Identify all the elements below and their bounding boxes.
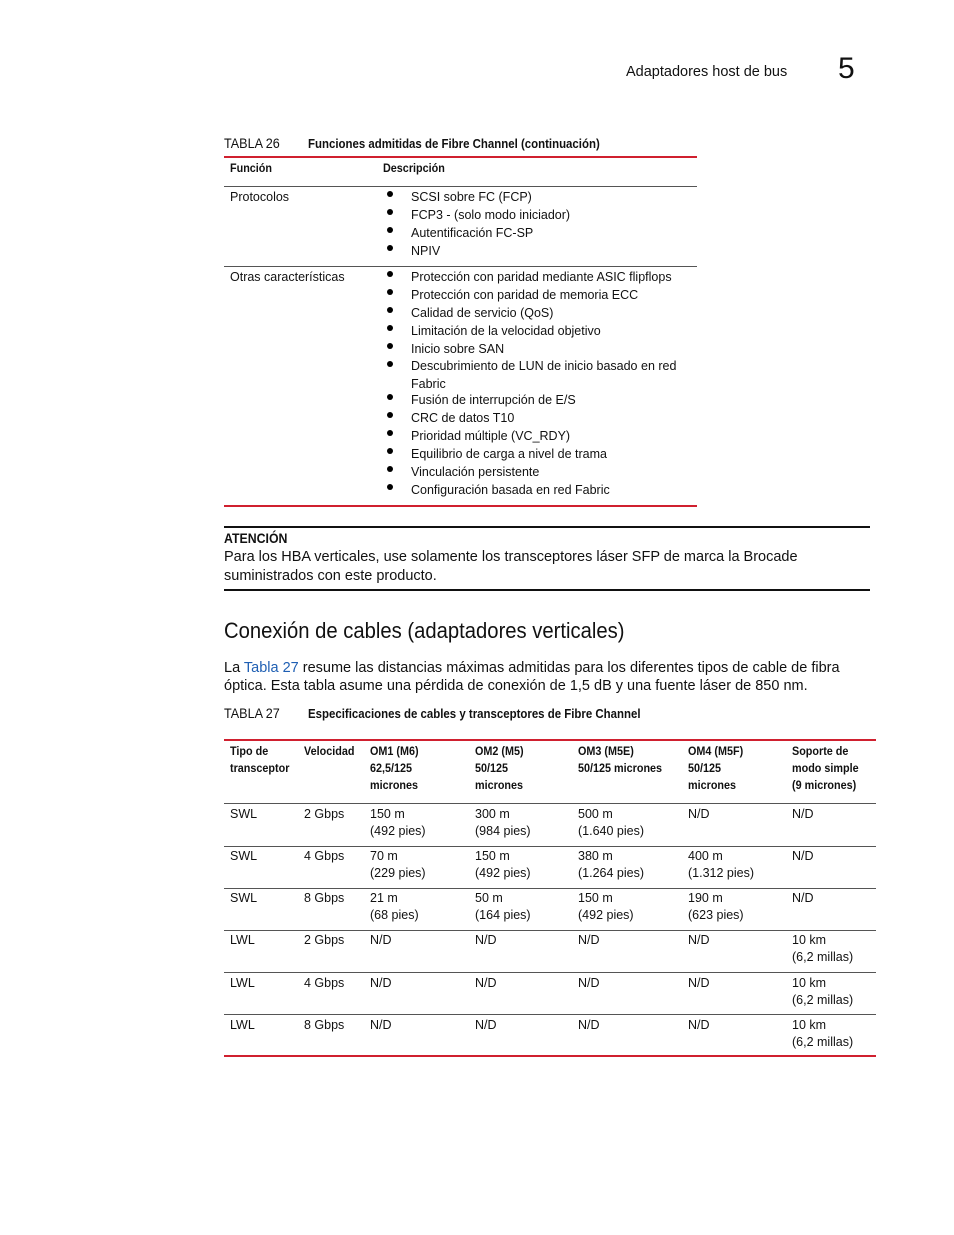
cell-line: SWL bbox=[230, 849, 258, 863]
table27-header-cell bbox=[578, 743, 662, 777]
list-item-continuation: Fabric bbox=[411, 377, 446, 391]
table-cell bbox=[304, 806, 344, 823]
table26-row-funcion: Protocolos bbox=[230, 190, 290, 204]
cell-line: 300 m bbox=[475, 807, 510, 821]
cell-line: 2 Gbps bbox=[304, 933, 345, 947]
table-cell bbox=[688, 932, 710, 949]
cell-line: N/D bbox=[688, 933, 710, 947]
table27-header-line: modo simple bbox=[792, 761, 859, 775]
table-cell bbox=[578, 932, 600, 949]
table-cell bbox=[792, 848, 814, 865]
list-item: Calidad de servicio (QoS) bbox=[384, 304, 676, 322]
table27-header-line: OM2 (M5) bbox=[475, 744, 524, 758]
cell-line: N/D bbox=[688, 807, 710, 821]
chapter-number: 5 bbox=[838, 52, 855, 85]
table-cell bbox=[475, 1017, 497, 1034]
table-cell bbox=[578, 1017, 600, 1034]
table-cell bbox=[370, 932, 392, 949]
table27-row-rule bbox=[224, 846, 876, 847]
cell-line: N/D bbox=[578, 976, 600, 990]
table-cell bbox=[578, 975, 600, 992]
table27-header-cell bbox=[370, 743, 419, 794]
list-item: Configuración basada en red Fabric bbox=[384, 481, 610, 499]
cell-line: (492 pies) bbox=[475, 866, 531, 880]
table-cell bbox=[230, 806, 257, 823]
list-item: SCSI sobre FC (FCP) bbox=[384, 188, 570, 206]
cell-line: 500 m bbox=[578, 807, 613, 821]
list-item: Limitación de la velocidad objetivo bbox=[384, 322, 676, 340]
list-item: Equilibrio de carga a nivel de trama bbox=[384, 445, 610, 463]
table-cell bbox=[304, 848, 344, 865]
table-cell bbox=[304, 1017, 344, 1034]
cell-line: 190 m bbox=[688, 891, 723, 905]
table-cell bbox=[578, 848, 644, 882]
table-cell bbox=[230, 932, 255, 949]
attention-label: ATENCIÓN bbox=[224, 530, 288, 546]
table27-header-line: micrones bbox=[475, 778, 524, 792]
cell-line: N/D bbox=[688, 1018, 710, 1032]
cell-line: 21 m bbox=[370, 891, 398, 905]
table27-header-line: OM3 (M5E) bbox=[578, 744, 634, 758]
cell-line: N/D bbox=[475, 976, 497, 990]
table-cell bbox=[370, 1017, 392, 1034]
table27-header-line: Tipo de bbox=[230, 744, 269, 758]
cell-line: N/D bbox=[475, 933, 497, 947]
table-cell bbox=[304, 890, 344, 907]
table27-header-line: Velocidad bbox=[304, 744, 355, 758]
table-cell bbox=[792, 975, 853, 1009]
cell-line: 4 Gbps bbox=[304, 849, 345, 863]
cell-line: N/D bbox=[370, 976, 392, 990]
table27-header-line: 50/125 micrones bbox=[578, 761, 663, 775]
cell-line: N/D bbox=[370, 933, 392, 947]
cell-line: N/D bbox=[475, 1018, 497, 1032]
cell-line: (1.312 pies) bbox=[688, 866, 755, 880]
cell-line: (164 pies) bbox=[475, 908, 531, 922]
cell-line: (6,2 millas) bbox=[792, 950, 854, 964]
section-title: Conexión de cables (adaptadores verticales) bbox=[224, 618, 625, 643]
list-item: Protección con paridad mediante ASIC flipflops bbox=[384, 268, 676, 286]
cell-line: N/D bbox=[792, 891, 814, 905]
list-item: Vinculación persistente bbox=[384, 463, 610, 481]
list-item: NPIV bbox=[384, 242, 570, 260]
list-item: Descubrimiento de LUN de inicio basado en red bbox=[384, 358, 676, 375]
table-cell bbox=[230, 1017, 255, 1034]
list-item: Inicio sobre SAN bbox=[384, 340, 676, 358]
table27-header-cell bbox=[475, 743, 524, 794]
table-cell bbox=[792, 806, 814, 823]
cell-line: LWL bbox=[230, 933, 255, 947]
table-cell bbox=[688, 890, 744, 924]
table27-header-line: 50/125 bbox=[688, 761, 722, 775]
cell-line: 10 km bbox=[792, 933, 827, 947]
cell-line: 150 m bbox=[578, 891, 613, 905]
table-cell bbox=[688, 975, 710, 992]
paragraph-text: La bbox=[224, 660, 244, 676]
table27-header-line: micrones bbox=[370, 778, 419, 792]
table27-header-line: OM1 (M6) bbox=[370, 744, 419, 758]
cell-line: LWL bbox=[230, 976, 255, 990]
table-cell bbox=[370, 890, 419, 924]
table27-header-line: 50/125 bbox=[475, 761, 509, 775]
cell-line: SWL bbox=[230, 807, 258, 821]
cell-line: (984 pies) bbox=[475, 824, 531, 838]
attention-text-line1: Para los HBA verticales, use solamente los transceptores láser SFP de marca la Brocade bbox=[224, 549, 798, 565]
table27-header-line: (9 micrones) bbox=[792, 778, 857, 792]
table-cell bbox=[475, 890, 531, 924]
list-item: Autentificación FC-SP bbox=[384, 224, 570, 242]
list-item: Fusión de interrupción de E/S bbox=[384, 391, 610, 409]
table27-header-line: transceptor bbox=[230, 761, 290, 775]
table26-caption-number: TABLA 26 bbox=[224, 135, 280, 151]
cell-line: (6,2 millas) bbox=[792, 993, 854, 1007]
table-cell bbox=[688, 1017, 710, 1034]
table27-row-rule bbox=[224, 972, 876, 973]
table-cell bbox=[792, 890, 814, 907]
cell-line: (1.264 pies) bbox=[578, 866, 645, 880]
cell-line: (492 pies) bbox=[578, 908, 634, 922]
table-cell bbox=[370, 975, 392, 992]
table-cell bbox=[475, 932, 497, 949]
cell-line: 2 Gbps bbox=[304, 807, 345, 821]
running-header-title: Adaptadores host de bus bbox=[626, 64, 788, 80]
table26-row-funcion: Otras características bbox=[230, 270, 345, 284]
table27-header-line: 62,5/125 bbox=[370, 761, 413, 775]
table27-header-line: micrones bbox=[688, 778, 737, 792]
cell-line: 8 Gbps bbox=[304, 1018, 345, 1032]
cell-line: 4 Gbps bbox=[304, 976, 345, 990]
table-cell bbox=[370, 806, 426, 840]
cell-line: N/D bbox=[370, 1018, 392, 1032]
table-cell bbox=[688, 848, 754, 882]
cell-line: (6,2 millas) bbox=[792, 1035, 854, 1049]
cell-line: N/D bbox=[792, 849, 814, 863]
cell-line: 380 m bbox=[578, 849, 613, 863]
table27-link[interactable]: Tabla 27 bbox=[243, 660, 299, 676]
list-item: Protección con paridad de memoria ECC bbox=[384, 286, 676, 304]
table27-caption-title: Especificaciones de cables y transceptores de Fibre Channel bbox=[308, 706, 641, 721]
table-cell bbox=[792, 932, 853, 966]
list-item: CRC de datos T10 bbox=[384, 409, 610, 427]
table27-header-cell bbox=[304, 743, 354, 760]
table-cell bbox=[230, 890, 257, 907]
cell-line: (623 pies) bbox=[688, 908, 744, 922]
table-cell bbox=[304, 932, 344, 949]
table27-header-line: Soporte de bbox=[792, 744, 849, 758]
cell-line: 70 m bbox=[370, 849, 398, 863]
table-cell bbox=[475, 848, 531, 882]
cell-line: 10 km bbox=[792, 1018, 827, 1032]
table-cell bbox=[578, 890, 634, 924]
table27-header-line: OM4 (M5F) bbox=[688, 744, 744, 758]
cell-line: N/D bbox=[578, 933, 600, 947]
cell-line: 150 m bbox=[475, 849, 510, 863]
cell-line: 10 km bbox=[792, 976, 827, 990]
table26-caption-title: Funciones admitidas de Fibre Channel (continuación) bbox=[308, 136, 600, 151]
table-cell bbox=[230, 848, 257, 865]
table-cell bbox=[475, 806, 531, 840]
table-cell bbox=[230, 975, 255, 992]
table-cell bbox=[475, 975, 497, 992]
list-item: Prioridad múltiple (VC_RDY) bbox=[384, 427, 610, 445]
table27-row-rule bbox=[224, 888, 876, 889]
cell-line: N/D bbox=[578, 1018, 600, 1032]
cell-line: LWL bbox=[230, 1018, 255, 1032]
cell-line: 50 m bbox=[475, 891, 503, 905]
table27-bottom-rule bbox=[224, 1055, 876, 1057]
table26-header-funcion: Función bbox=[230, 161, 273, 175]
cell-line: (492 pies) bbox=[370, 824, 426, 838]
table-cell bbox=[688, 806, 710, 823]
table27-header-cell bbox=[792, 743, 859, 794]
cell-line: SWL bbox=[230, 891, 258, 905]
table27-row-rule bbox=[224, 930, 876, 931]
table27-header-cell bbox=[230, 743, 289, 777]
cell-line: 150 m bbox=[370, 807, 405, 821]
cell-line: 8 Gbps bbox=[304, 891, 345, 905]
table26-header-descripcion: Descripción bbox=[383, 161, 445, 175]
cell-line: 400 m bbox=[688, 849, 723, 863]
list-item: FCP3 - (solo modo iniciador) bbox=[384, 206, 570, 224]
cell-line: (229 pies) bbox=[370, 866, 426, 880]
paragraph-text: resume las distancias máximas admitidas para los diferentes tipos de cable de fibra bbox=[298, 660, 840, 676]
table-cell bbox=[370, 848, 426, 882]
table-cell bbox=[578, 806, 644, 840]
table-cell bbox=[792, 1017, 853, 1051]
table27-row-rule bbox=[224, 1014, 876, 1015]
cell-line: (1.640 pies) bbox=[578, 824, 645, 838]
table-cell bbox=[304, 975, 344, 992]
attention-text-line2: suministrados con este producto. bbox=[224, 568, 437, 584]
table27-header-rule bbox=[224, 803, 876, 804]
table27-header-cell bbox=[688, 743, 743, 794]
section-paragraph-line2: óptica. Esta tabla asume una pérdida de conexión de 1,5 dB y una fuente láser de 850 nm. bbox=[224, 678, 808, 694]
table27-caption-number: TABLA 27 bbox=[224, 705, 280, 721]
cell-line: N/D bbox=[792, 807, 814, 821]
cell-line: N/D bbox=[688, 976, 710, 990]
cell-line: (68 pies) bbox=[370, 908, 419, 922]
